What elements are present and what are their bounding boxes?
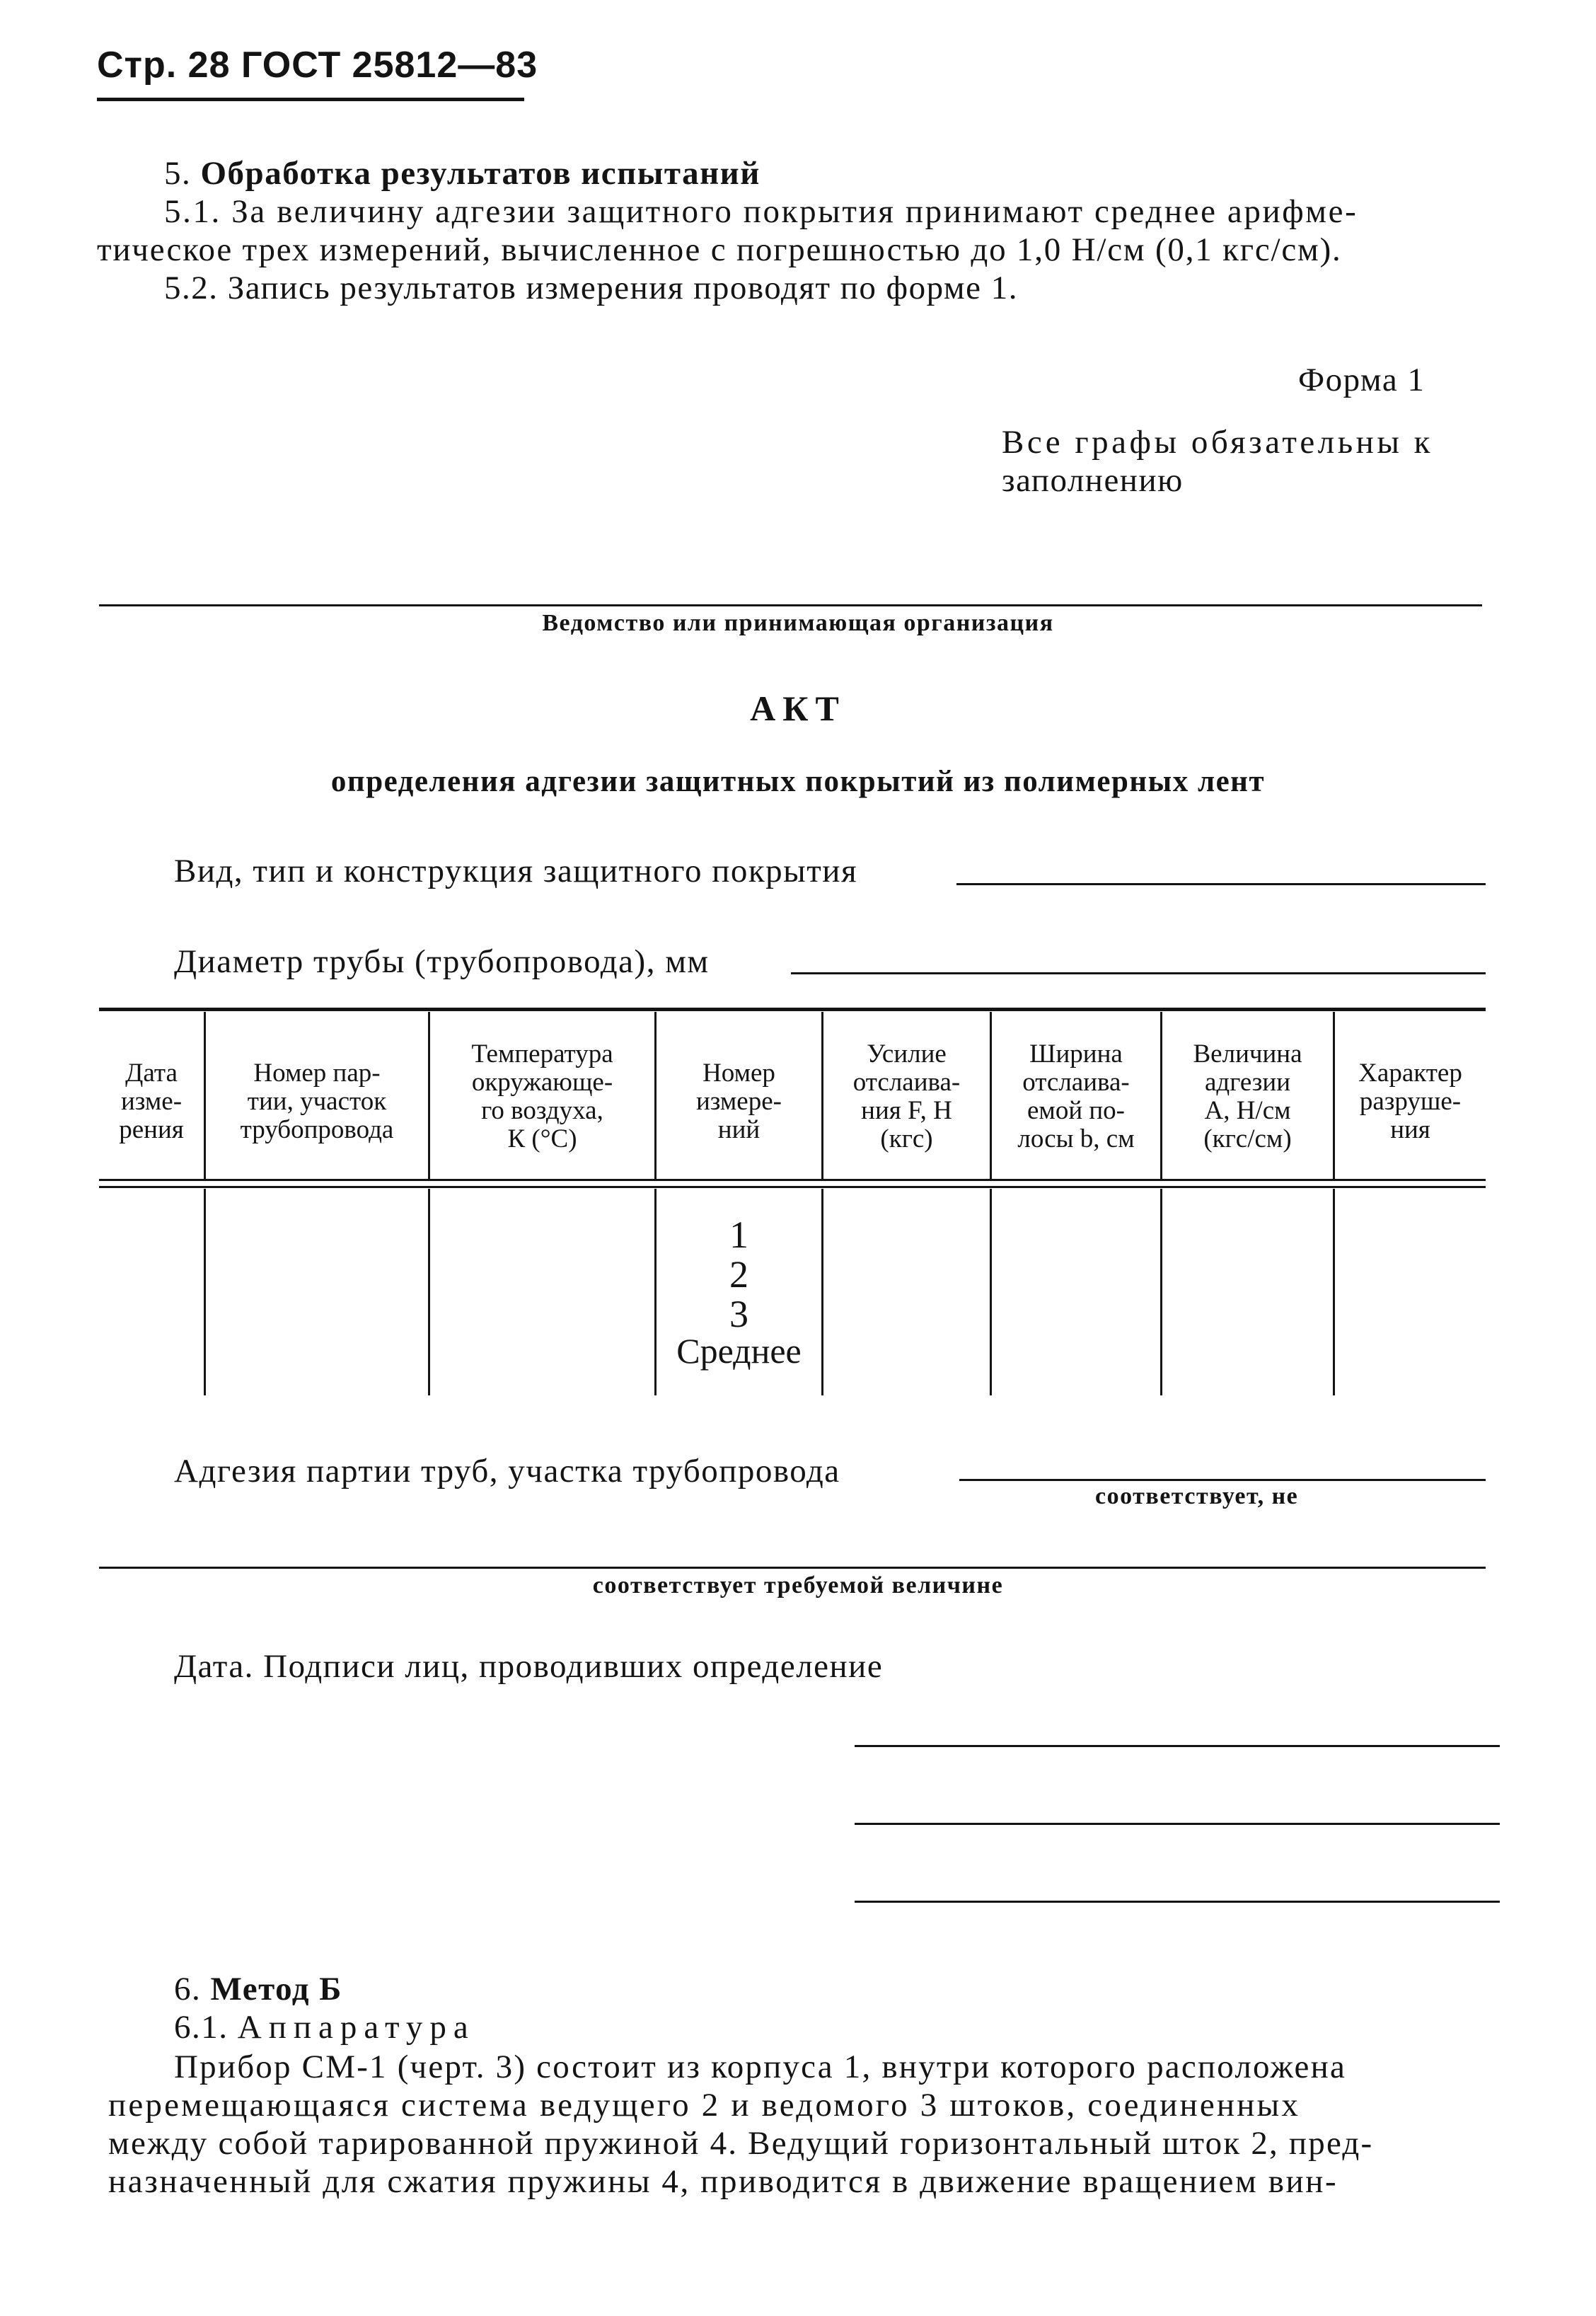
measurement-1: 1 xyxy=(729,1214,748,1256)
signature-line-1[interactable] xyxy=(855,1745,1500,1747)
section6-heading xyxy=(174,1970,342,2008)
col-header-measurement-number: Номер измере- ний xyxy=(696,1059,782,1144)
table-header-line-1 xyxy=(99,1179,1486,1181)
section6-1-number: 6.1. xyxy=(174,2009,229,2046)
header-underline xyxy=(97,98,524,101)
conclusion-sub1: соответствует, не xyxy=(1095,1483,1299,1509)
col-divider xyxy=(428,1189,430,1395)
col-divider xyxy=(1160,1189,1162,1395)
measurement-3: 3 xyxy=(729,1293,748,1335)
col-divider xyxy=(990,1189,992,1395)
act-title: АКТ xyxy=(750,689,846,728)
conclusion-label: Адгезия партии труб, участка трубопровода xyxy=(174,1453,840,1490)
signatures-label: Дата. Подписи лиц, проводивших определение xyxy=(174,1648,884,1685)
org-label: Ведомство или принимающая организация xyxy=(542,610,1054,636)
section6-number: 6. xyxy=(174,1971,202,2007)
form-note-line2: заполнению xyxy=(1002,462,1184,499)
paragraph-5-1-line1: 5.1. За величину адгезии защитного покрытия принимают среднее арифме- xyxy=(164,193,1358,230)
col-header-temperature: Температура окружающе- го воздуха, К (°С) xyxy=(471,1039,613,1153)
measurement-2: 2 xyxy=(729,1253,748,1296)
paragraph-5-2: 5.2. Запись результатов измерения проводят по форме 1. xyxy=(164,270,1018,306)
act-subtitle: определения адгезии защитных покрытий из полимерных лент xyxy=(330,765,1266,798)
col-divider xyxy=(1333,1189,1335,1395)
section6-text-line3: между собой тарированной пружиной 4. Ведущий горизонтальный шток 2, пред- xyxy=(108,2125,1374,2162)
field-coating-label: Вид, тип и конструкция защитного покрытия xyxy=(174,853,858,889)
form-note-line1: Все графы обязательны к xyxy=(1002,424,1433,461)
section6-title: Метод Б xyxy=(210,1971,342,2007)
conclusion-sub2: соответствует требуемой величине xyxy=(592,1572,1004,1598)
col-header-date: Дата изме- рения xyxy=(119,1059,184,1144)
col-header-force: Усилие отслаива- ния F, Н (кгс) xyxy=(852,1039,961,1153)
field-coating-line[interactable] xyxy=(956,883,1486,885)
section6-text-line4: назначенный для сжатия пружины 4, приводится в движение вращением вин- xyxy=(108,2163,1338,2200)
col-header-width: Ширина отслаива- емой по- лосы b, см xyxy=(1017,1039,1135,1153)
field-diameter-line[interactable] xyxy=(791,972,1486,974)
signature-line-3[interactable] xyxy=(855,1901,1500,1903)
conclusion-line-2[interactable] xyxy=(99,1567,1486,1569)
section6-1-title: Аппаратура xyxy=(237,2009,475,2046)
form-label: Форма 1 xyxy=(1298,362,1426,398)
table-header-line-2 xyxy=(99,1186,1486,1188)
col-divider xyxy=(821,1189,823,1395)
table-top-line xyxy=(99,1008,1486,1011)
section6-1-heading xyxy=(174,2008,475,2046)
org-line[interactable] xyxy=(99,604,1482,606)
signature-line-2[interactable] xyxy=(855,1823,1500,1825)
section6-text-line2: перемещающаяся система ведущего 2 и ведомого 3 штоков, соединенных xyxy=(108,2087,1301,2124)
col-header-failure: Характер разруше- ния xyxy=(1358,1059,1462,1144)
col-header-batch: Номер пар- тии, участок трубопровода xyxy=(240,1059,394,1144)
section6-text-line1: Прибор СМ-1 (черт. 3) состоит из корпуса 1, внутри которого расположена xyxy=(174,2049,1347,2085)
page-header: Стр. 28 ГОСТ 25812—83 xyxy=(97,45,538,86)
paragraph-5-1-line2: тическое трех измерений, вычисленное с погрешностью до 1,0 Н/см (0,1 кгс/см). xyxy=(97,231,1342,268)
col-divider xyxy=(204,1189,206,1395)
field-diameter-label: Диаметр трубы (трубопровода), мм xyxy=(174,943,710,980)
section5-title: Обработка результатов испытаний xyxy=(200,155,761,192)
col-header-adhesion: Величина адгезии А, Н/см (кгс/см) xyxy=(1193,1039,1302,1153)
measurement-average: Среднее xyxy=(676,1331,802,1371)
section5-heading xyxy=(164,154,761,192)
conclusion-line[interactable] xyxy=(959,1479,1486,1481)
section5-number: 5. xyxy=(164,155,192,192)
